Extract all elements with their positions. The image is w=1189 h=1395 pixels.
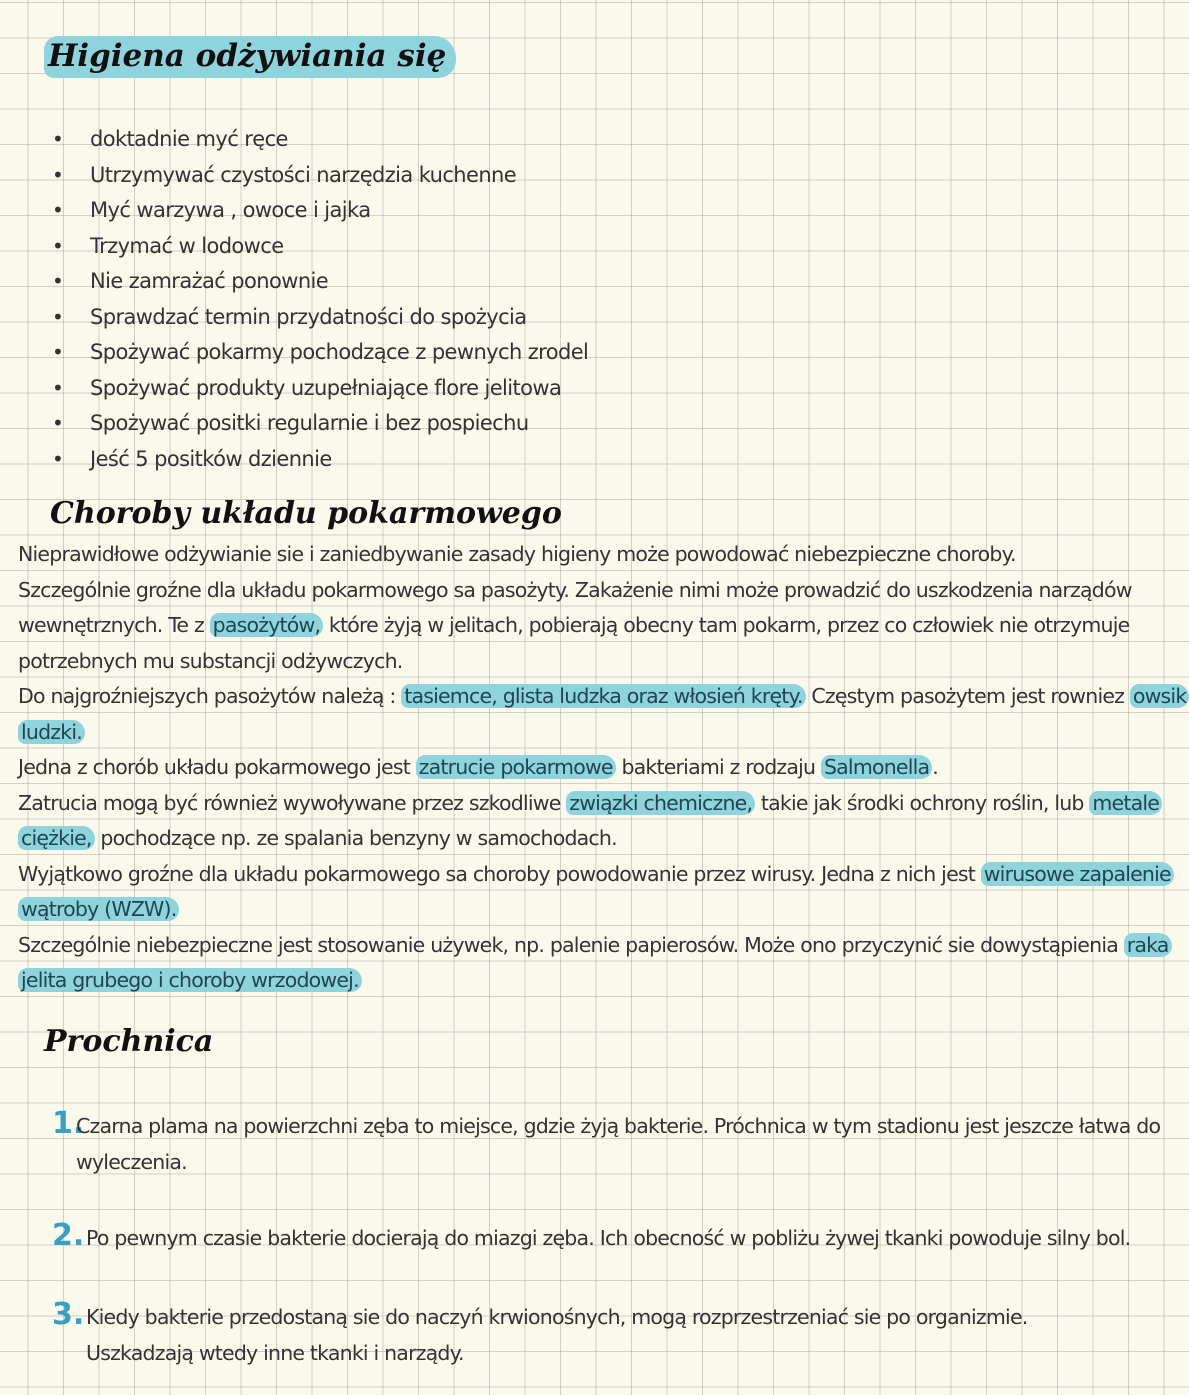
highlight: ludzki. <box>18 720 85 744</box>
text-line: Szczególnie niebezpieczne jest stosowanie używek, np. palenie papierosów. Może ono przyczynić sie dowystąpienia raka <box>18 928 1068 964</box>
list-item: • Trzymać w lodowce <box>52 229 588 265</box>
highlight: pasożytów, <box>210 613 324 637</box>
highlight: wątroby (WZW). <box>18 897 179 921</box>
bullet-icon: • <box>52 233 64 258</box>
list-item: • Spożywać pokarmy pochodzące z pewnych zrodel <box>52 335 588 371</box>
title-highlight: Higiena odżywiania się <box>44 36 456 78</box>
text-line: Kiedy bakterie przedostaną sie do naczyń krwionośnych, mogą rozprzestrzeniać sie po organizmie. <box>86 1305 1028 1329</box>
text-line: Po pewnym czasie bakterie docierają do miazgi zęba. Ich obecność w pobliżu żywej tkanki powoduje silny bol. <box>86 1226 1131 1250</box>
highlight: jelita grubego i choroby wrzodowej. <box>18 968 362 992</box>
text-line: Uszkadzają wtedy inne tkanki i narządy. <box>86 1340 464 1365</box>
list-item: • Utrzymywać czystości narzędzia kuchenne <box>52 158 588 194</box>
list-item: • Spożywać produkty uzupełniające flore jelitowa <box>52 371 588 407</box>
stage-text <box>86 1300 1027 1371</box>
bullet-icon: • <box>52 304 64 329</box>
list-item: • Jeść 5 positków dziennie <box>52 442 588 478</box>
stage-text <box>86 1221 1130 1257</box>
bullet-icon: • <box>52 340 64 364</box>
highlight: Salmonella <box>821 755 932 779</box>
list-item: • doktadnie myć ręce <box>52 122 588 158</box>
highlight: wirusowe zapalenie <box>981 862 1174 886</box>
text-line: wewnętrznych. Te z pasożytów, które żyją w jelitach, pobierają obecny tam pokarm, przez co człowiek nie otrzymuje <box>18 613 1130 637</box>
text-line: Czarna plama na powierzchni zęba to miejsce, gdzie żyją bakterie. Próchnica w tym stadionu jest jeszcze łatwa do <box>76 1114 1161 1138</box>
bullet-icon: • <box>52 446 64 471</box>
text-line: Nieprawidłowe odżywianie sie i zaniedbywanie zasady higieny może powodować niebezpieczne choroby. <box>18 542 1016 566</box>
hygiene-list <box>52 122 588 477</box>
text-line <box>18 892 1068 928</box>
text-line: Zatrucia mogą być również wywoływane przez szkodliwe związki chemiczne, takie jak środki ochrony roślin, lub metale <box>18 786 1068 822</box>
highlight: metale <box>1089 791 1162 815</box>
highlight: raka <box>1124 933 1172 957</box>
text-line: potrzebnych mu substancji odżywczych. <box>18 648 403 673</box>
page-title <box>44 38 456 74</box>
bullet-icon: • <box>52 127 64 151</box>
text-line <box>18 963 1068 999</box>
bullet-icon: • <box>52 162 64 187</box>
digestive-diseases-paragraph <box>18 537 1187 999</box>
text-line: ciężkie, pochodzące np. ze spalania benzyny w samochodach. <box>18 821 1068 857</box>
text-line: Do najgroźniejszych pasożytów należą : tasiemce, glista ludzka oraz włosień kręty. Częstym pasożytem jest rowniez owsik <box>18 679 1068 715</box>
stage-text <box>76 1109 1160 1180</box>
bullet-icon: • <box>52 269 64 293</box>
section-title-caries: Prochnica <box>44 1024 214 1059</box>
list-item: • Sprawdzać termin przydatności do spożycia <box>52 300 588 336</box>
section-title-digestive-diseases: Choroby układu pokarmowego <box>50 496 562 531</box>
stage-number: 1. <box>52 1106 85 1141</box>
list-item: • Nie zamrażać ponownie <box>52 264 588 300</box>
highlight: związki chemiczne, <box>566 791 755 815</box>
stage-number: 3. <box>52 1297 85 1332</box>
highlight: tasiemce, glista ludzka oraz włosień kręty. <box>401 684 805 708</box>
bullet-icon: • <box>52 375 64 400</box>
text-line <box>18 715 1068 751</box>
stage-number: 2. <box>52 1218 85 1253</box>
text-line: Jedna z chorób układu pokarmowego jest zatrucie pokarmowe bakteriami z rodzaju Salmonella . <box>18 755 939 779</box>
list-item: • Myć warzywa , owoce i jajka <box>52 193 588 229</box>
highlight: owsik <box>1130 684 1189 708</box>
list-item: • Spożywać positki regularnie i bez pospiechu <box>52 406 588 442</box>
text-line: wyleczenia. <box>76 1149 187 1174</box>
highlight: zatrucie pokarmowe <box>416 755 616 779</box>
text-line: Wyjątkowo groźne dla układu pokarmowego sa choroby powodowanie przez wirusy. Jedna z nich jest wirusowe zapalenie <box>18 857 1068 893</box>
bullet-icon: • <box>52 198 64 222</box>
text-line: Szczególnie groźne dla układu pokarmowego sa pasożyty. Zakażenie nimi może prowadzić do uszkodzenia narządów <box>18 577 1132 602</box>
bullet-icon: • <box>52 411 64 435</box>
highlight: ciężkie, <box>18 826 95 850</box>
